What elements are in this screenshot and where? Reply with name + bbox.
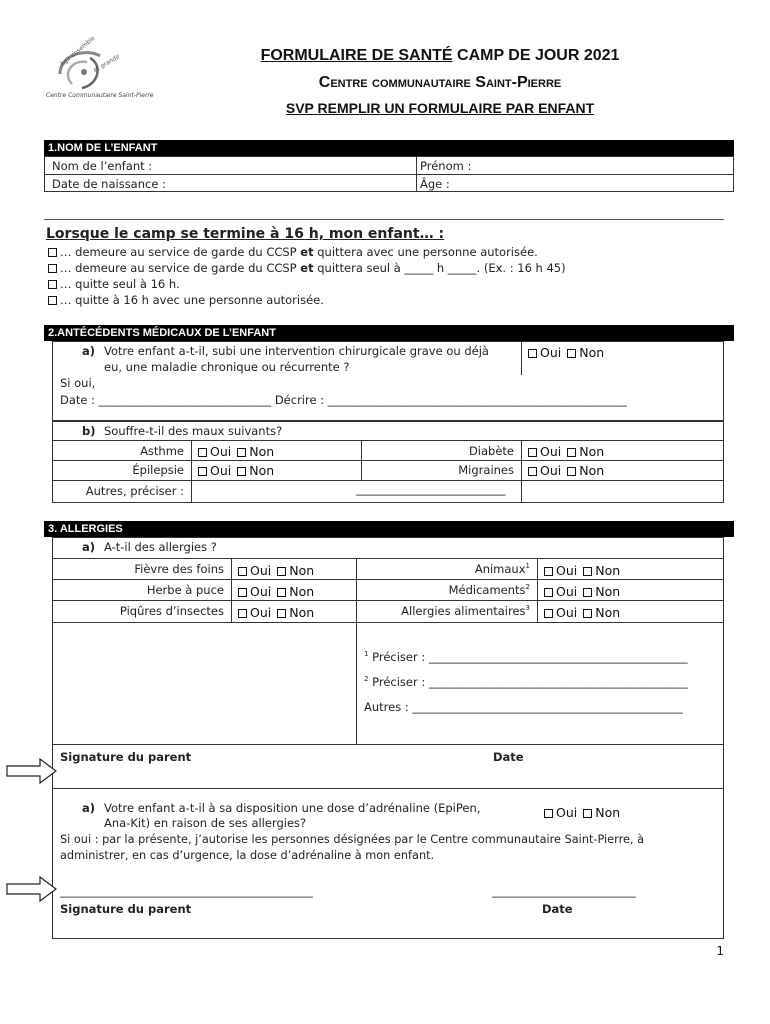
divider (231, 558, 232, 622)
divider (52, 600, 724, 601)
non-label: Non (249, 444, 275, 459)
footnote-mark: 1 (364, 650, 369, 659)
other-specify-label: Autres, préciser : (85, 484, 184, 498)
animals-label (362, 562, 530, 576)
oui-label: Oui (556, 563, 578, 578)
pickup-option-1-text-a: … demeure au service de garde du CCSP (60, 245, 301, 259)
diabetes-label: Diabète (468, 444, 514, 458)
migraines-yes-no[interactable] (528, 463, 604, 478)
pickup-title: Lorsque le camp se termine à 16 h, mon enfant… : (46, 226, 445, 242)
footnote-mark: 3 (525, 604, 530, 613)
poison-ivy-label: Herbe à puce (146, 583, 224, 597)
oui-label: Oui (556, 605, 578, 620)
section2-header: 2.ANTÉCÉDENTS MÉDICAUX DE L’ENFANT (44, 325, 734, 341)
animals-yes-no[interactable] (544, 563, 620, 578)
consent-text-line1: Si oui : par la présente, j’autorise les personnes désignées par le Centre communautaire Saint-Pierre, à (60, 833, 645, 846)
pickup-option-1[interactable] (48, 245, 538, 259)
pickup-option-3[interactable] (48, 277, 180, 291)
checkbox-icon[interactable] (583, 609, 592, 618)
divider (52, 579, 724, 580)
divider (52, 480, 724, 481)
non-label: Non (249, 463, 275, 478)
checkbox-icon[interactable] (237, 448, 246, 457)
specify-1-text: Préciser : _____________________________________________ (372, 650, 688, 664)
epilepsy-label: Épilepsie (132, 463, 184, 477)
non-label: Non (595, 563, 621, 578)
divider (416, 156, 417, 192)
checkbox-icon[interactable] (567, 448, 576, 457)
oui-label: Oui (540, 345, 562, 360)
oui-label: Oui (540, 463, 562, 478)
question-letter: a) (82, 344, 96, 358)
non-label: Non (579, 444, 605, 459)
checkbox-icon[interactable] (544, 809, 553, 818)
checkbox-icon[interactable] (238, 567, 247, 576)
logo-text-side: et grandir (92, 53, 122, 74)
divider (52, 440, 724, 441)
epipen-question-line2: Ana-Kit) en raison de ses allergies? (104, 816, 307, 830)
divider (191, 440, 192, 503)
epipen-question-line1: Votre enfant a-t-il à sa disposition une dose d’adrénaline (EpiPen, (104, 801, 481, 815)
footnote-mark: 2 (525, 583, 530, 592)
footnote-mark: 2 (364, 675, 369, 684)
question-letter: a) (82, 540, 96, 554)
form-instruction: SVP REMPLIR UN FORMULAIRE PAR ENFANT (285, 100, 595, 116)
checkbox-icon[interactable] (583, 588, 592, 597)
specify-2-text: Préciser : _____________________________________________ (372, 675, 688, 689)
section3-header: 3. ALLERGIES (44, 521, 734, 537)
asthma-label: Asthme (140, 444, 184, 458)
hay-fever-yes-no[interactable] (238, 563, 314, 578)
checkbox-icon[interactable] (567, 467, 576, 476)
checkbox-icon[interactable] (544, 609, 553, 618)
non-label: Non (595, 805, 621, 820)
checkbox-icon[interactable] (528, 467, 537, 476)
checkbox-icon[interactable] (198, 448, 207, 457)
pickup-option-4[interactable] (48, 293, 324, 307)
hay-fever-label: Fièvre des foins (134, 562, 224, 576)
section1-header: 1.NOM DE L’ENFANT (44, 140, 734, 156)
checkbox-icon[interactable] (277, 609, 286, 618)
oui-label: Oui (250, 563, 272, 578)
food-allergies-yes-no[interactable] (544, 605, 620, 620)
checkbox-icon[interactable] (583, 809, 592, 818)
divider (52, 460, 724, 461)
pickup-option-2-text-b: et (300, 261, 314, 275)
question-letter: b) (82, 424, 96, 438)
divider (52, 788, 724, 789)
separator-line (44, 219, 724, 220)
asthma-yes-no[interactable] (198, 444, 274, 459)
divider (356, 558, 357, 744)
oui-label: Oui (210, 463, 232, 478)
epipen-yes-no[interactable] (544, 805, 620, 820)
checkbox-icon[interactable] (544, 567, 553, 576)
parent-signature-label: Signature du parent (60, 750, 192, 764)
other-specify-field[interactable]: __________________________ (356, 482, 506, 496)
checkbox-icon[interactable] (48, 280, 57, 289)
pickup-option-2-text-a: … demeure au service de garde du CCSP (60, 261, 301, 275)
center-name: Centre communautaire Saint-Pierre (318, 74, 562, 91)
consent-text-line2: administrer, en cas d’urgence, la dose d’adrénaline à mon enfant. (60, 849, 435, 862)
poison-ivy-yes-no[interactable] (238, 584, 314, 599)
si-oui-label: Si oui, (60, 376, 96, 390)
divider (361, 440, 362, 480)
birthdate-label[interactable]: Date de naissance : (52, 177, 166, 191)
checkbox-icon[interactable] (277, 588, 286, 597)
non-label: Non (289, 563, 315, 578)
checkbox-icon[interactable] (48, 264, 57, 273)
checkbox-icon[interactable] (528, 448, 537, 457)
arrow-right-icon (6, 758, 58, 784)
checkbox-icon[interactable] (544, 588, 553, 597)
oui-label: Oui (540, 444, 562, 459)
pickup-option-2-text-c: quittera seul à _____ h _____. (Ex. : 16 h 45) (313, 261, 566, 275)
form-title-prefix: FORMULAIRE DE SANTÉ (260, 47, 453, 64)
non-label: Non (595, 605, 621, 620)
checkbox-icon[interactable] (238, 609, 247, 618)
oui-label: Oui (210, 444, 232, 459)
question-letter: a) (82, 801, 96, 815)
epipen-signature-label: Signature du parent (60, 902, 192, 916)
form-title-suffix: CAMP DE JOUR 2021 (452, 47, 620, 64)
checkbox-icon[interactable] (528, 349, 537, 358)
pickup-option-4-text: … quitte à 16 h avec une personne autorisée. (60, 293, 324, 307)
checkbox-icon[interactable] (277, 567, 286, 576)
child-name-label[interactable]: Nom de l’enfant : (52, 159, 153, 173)
surgery-question-line1: Votre enfant a-t-il, subi une intervention chirurgicale grave ou déjà (104, 344, 489, 358)
pickup-option-1-text-b: et (300, 245, 314, 259)
medications-yes-no[interactable] (544, 584, 620, 599)
checkbox-icon[interactable] (237, 467, 246, 476)
divider (521, 341, 522, 375)
logo-caption: Centre Communautaire Saint-Pierre (46, 92, 154, 99)
diabetes-yes-no[interactable] (528, 444, 604, 459)
non-label: Non (579, 463, 605, 478)
insect-stings-label: Piqûres d’insectes (119, 604, 224, 618)
specify-2-field[interactable] (364, 675, 688, 689)
footnote-mark: 1 (525, 562, 530, 571)
checkbox-icon[interactable] (567, 349, 576, 358)
divider (44, 174, 734, 175)
page-number: 1 (716, 944, 724, 958)
pickup-option-3-text: … quitte seul à 16 h. (60, 277, 180, 291)
epipen-date-label: Date (542, 902, 573, 916)
checkbox-icon[interactable] (48, 248, 57, 257)
food-allergies-label-text: Allergies alimentaires (401, 604, 526, 618)
child-firstname-label[interactable]: Prénom : (420, 159, 472, 173)
pickup-option-2[interactable] (48, 261, 566, 275)
epipen-signature-line[interactable]: ____________________________________________ (60, 884, 313, 898)
symptoms-question: Souffre-t-il des maux suivants? (104, 424, 283, 438)
non-label: Non (595, 584, 621, 599)
food-allergies-label (362, 604, 530, 618)
date-label: Date (493, 750, 524, 764)
medications-label-text: Médicaments (448, 583, 526, 597)
divider (52, 744, 724, 745)
divider (537, 558, 538, 622)
animals-label-text: Animaux (474, 562, 526, 576)
date-describe-field[interactable]: Date : ______________________________ Décrire : ____________________________________________________ (60, 393, 627, 407)
surgery-question-line2: eu, une maladie chronique ou récurrente ? (104, 360, 350, 374)
non-label: Non (289, 605, 315, 620)
arrow-right-icon (6, 876, 58, 902)
medications-label (362, 583, 530, 597)
migraines-label: Migraines (458, 463, 514, 477)
oui-label: Oui (556, 584, 578, 599)
divider (52, 558, 724, 559)
form-title (160, 47, 720, 65)
oui-label: Oui (556, 805, 578, 820)
oui-label: Oui (250, 584, 272, 599)
checkbox-icon[interactable] (583, 567, 592, 576)
divider (521, 440, 522, 503)
specify-1-field[interactable] (364, 650, 688, 664)
pickup-option-1-text-c: quittera avec une personne autorisée. (313, 245, 538, 259)
checkbox-icon[interactable] (238, 588, 247, 597)
surgery-yes-no[interactable] (528, 345, 604, 360)
non-label: Non (289, 584, 315, 599)
insect-stings-yes-no[interactable] (238, 605, 314, 620)
oui-label: Oui (250, 605, 272, 620)
non-label: Non (579, 345, 605, 360)
allergies-question: A-t-il des allergies ? (104, 540, 217, 554)
checkbox-icon[interactable] (48, 296, 57, 305)
divider (52, 622, 724, 623)
logo-text-top: Agir ensemble (58, 34, 97, 69)
age-label[interactable]: Âge : (420, 177, 450, 191)
epipen-date-line[interactable]: _________________________ (492, 884, 636, 898)
checkbox-icon[interactable] (198, 467, 207, 476)
epilepsy-yes-no[interactable] (198, 463, 274, 478)
other-allergies-field[interactable]: Autres : _______________________________________________ (364, 700, 683, 714)
section3-box (52, 537, 724, 939)
